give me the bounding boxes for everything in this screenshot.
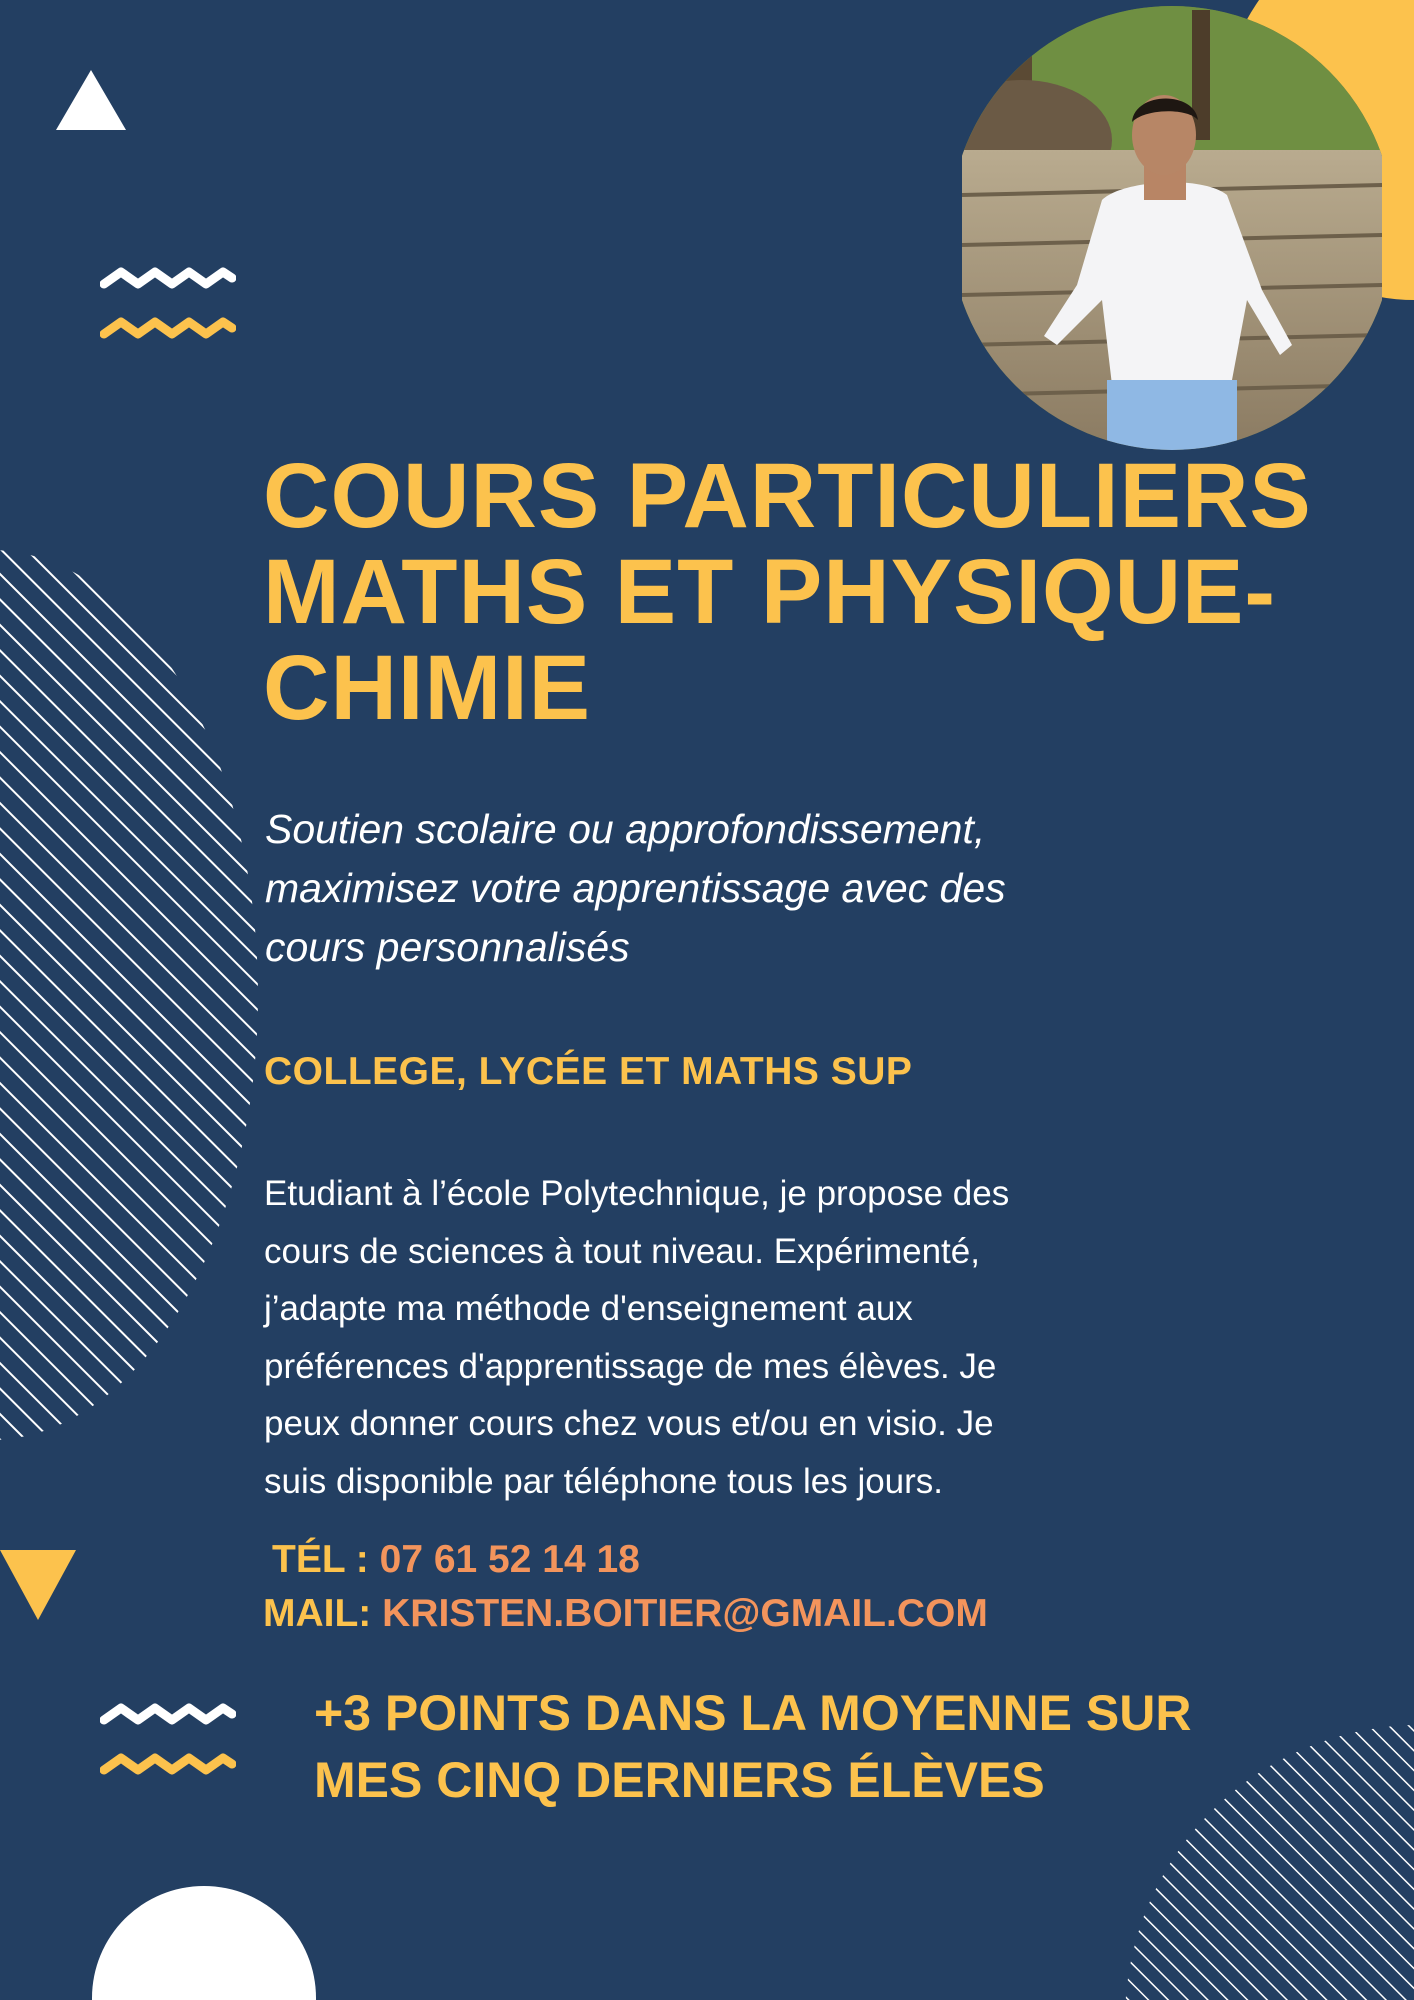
subtitle-line: maximisez votre apprentissage avec des (265, 865, 1006, 911)
description-line: cours de sciences à tout niveau. Expérimenté, (264, 1231, 980, 1271)
stripe-pattern (0, 550, 270, 1440)
wave-icon (100, 316, 236, 340)
results-line: MES CINQ DERNIERS ÉLÈVES (314, 1752, 1045, 1808)
phone-number[interactable]: 07 61 52 14 18 (379, 1538, 640, 1581)
results-line: +3 POINTS DANS LA MOYENNE SUR (314, 1685, 1192, 1741)
mail-label: MAIL: (263, 1592, 383, 1635)
title-line: MATHS ET PHYSIQUE- (263, 541, 1277, 643)
profile-photo (962, 0, 1382, 450)
triangle-icon (0, 1550, 76, 1622)
wave-icon (100, 266, 236, 290)
phone-contact (272, 1538, 640, 1582)
subtitle-line: Soutien scolaire ou approfondissement, (265, 806, 986, 852)
description-line: suis disponible par téléphone tous les jours. (264, 1461, 944, 1501)
description-line: peux donner cours chez vous et/ou en visio. Je (264, 1404, 994, 1443)
circle-shape (92, 1886, 316, 2000)
wave-icon (100, 1702, 236, 1726)
description-paragraph (264, 1165, 1164, 1510)
email-address[interactable]: KRISTEN.BOITIER@GMAIL.COM (382, 1592, 988, 1635)
subtitle-line: cours personnalisés (265, 924, 630, 970)
phone-label: TÉL : (272, 1538, 380, 1581)
title-line: CHIMIE (263, 637, 591, 739)
description-line: Etudiant à l’école Polytechnique, je propose des (264, 1174, 1010, 1213)
triangle-icon (56, 70, 126, 132)
mail-contact (263, 1592, 988, 1636)
description-line: préférences d'apprentissage de mes élèves. Je (264, 1346, 997, 1386)
description-line: j’adapte ma méthode d'enseignement aux (264, 1289, 913, 1328)
title-line: COURS PARTICULIERS (263, 445, 1312, 547)
results-highlight (314, 1680, 1374, 1814)
levels-heading: COLLEGE, LYCÉE ET MATHS SUP (264, 1050, 913, 1093)
subtitle (265, 800, 1165, 977)
page-title (263, 445, 1383, 739)
wave-icon (100, 1752, 236, 1776)
